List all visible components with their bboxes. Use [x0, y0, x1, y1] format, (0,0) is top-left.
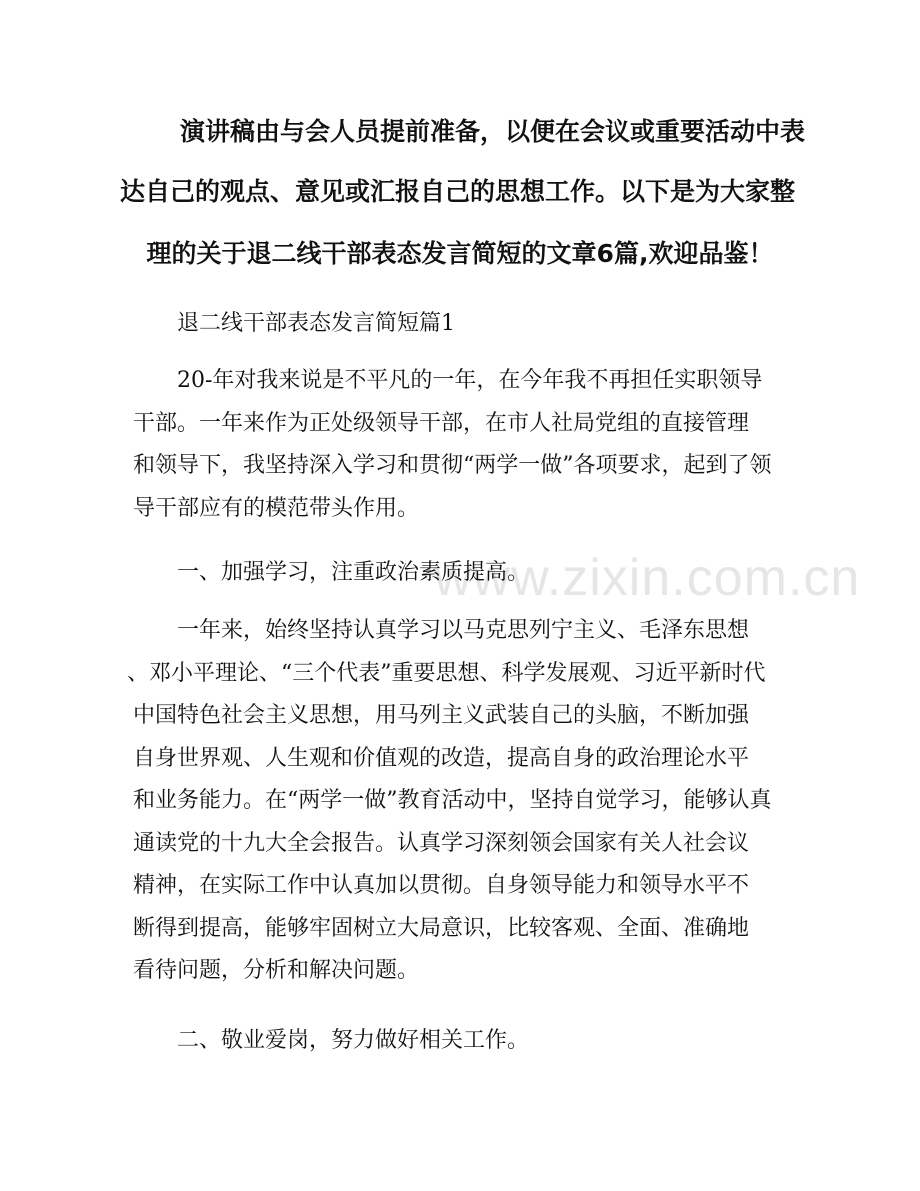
paragraph-1-line-2: 干部。一年来作为正处级领导干部，在市人社局党组的直接管理: [133, 411, 750, 436]
section-2-heading: 二、敬业爱岗，努力做好相关工作。: [177, 1028, 530, 1053]
paragraph-2-line-5: 和业务能力。在“两学一做”教育活动中，坚持自觉学习，能够认真: [133, 788, 772, 813]
intro-line-2: 达自己的观点、意见或汇报自己的思想工作。以下是为大家整: [120, 177, 796, 206]
paragraph-2-line-9: 看待问题，分析和解决问题。: [133, 958, 420, 983]
paragraph-2-line-8: 断得到提高，能够牢固树立大局意识，比较客观、全面、准确地: [133, 916, 750, 941]
paragraph-2-line-3: 中国特色社会主义思想，用马列主义武装自己的头脑，不断加强: [133, 703, 750, 728]
paragraph-1-line-4: 导干部应有的模范带头作用。: [133, 496, 420, 521]
article-heading: 退二线干部表态发言简短篇1: [177, 311, 455, 336]
paragraph-2-line-4: 自身世界观、人生观和价值观的改造，提高自身的政治理论水平: [133, 746, 750, 771]
intro-line-3: 理的关于退二线干部表态发言简短的文章6篇,欢迎品鉴！: [146, 239, 774, 268]
paragraph-2-line-7: 精神，在实际工作中认真加以贯彻。自身领导能力和领导水平不: [133, 873, 750, 898]
section-1-heading: 一、加强学习，注重政治素质提高。: [177, 560, 530, 585]
paragraph-1-line-1: 20-年对我来说是不平凡的一年，在今年我不再担任实职领导: [177, 368, 763, 393]
paragraph-2-line-6: 通读党的十九大全会报告。认真学习深刻领会国家有关人社会议: [133, 831, 750, 856]
intro-line-1: 演讲稿由与会人员提前准备，以便在会议或重要活动中表: [180, 117, 806, 146]
paragraph-2-line-1: 一年来，始终坚持认真学习以马克思列宁主义、毛泽东思想: [177, 618, 750, 643]
watermark: www.zixin.com.cn: [434, 549, 861, 607]
paragraph-2-line-2: 、邓小平理论、“三个代表”重要思想、科学发展观、习近平新时代: [127, 661, 766, 686]
paragraph-1-line-3: 和领导下，我坚持深入学习和贯彻“两学一做”各项要求，起到了领: [133, 453, 772, 478]
